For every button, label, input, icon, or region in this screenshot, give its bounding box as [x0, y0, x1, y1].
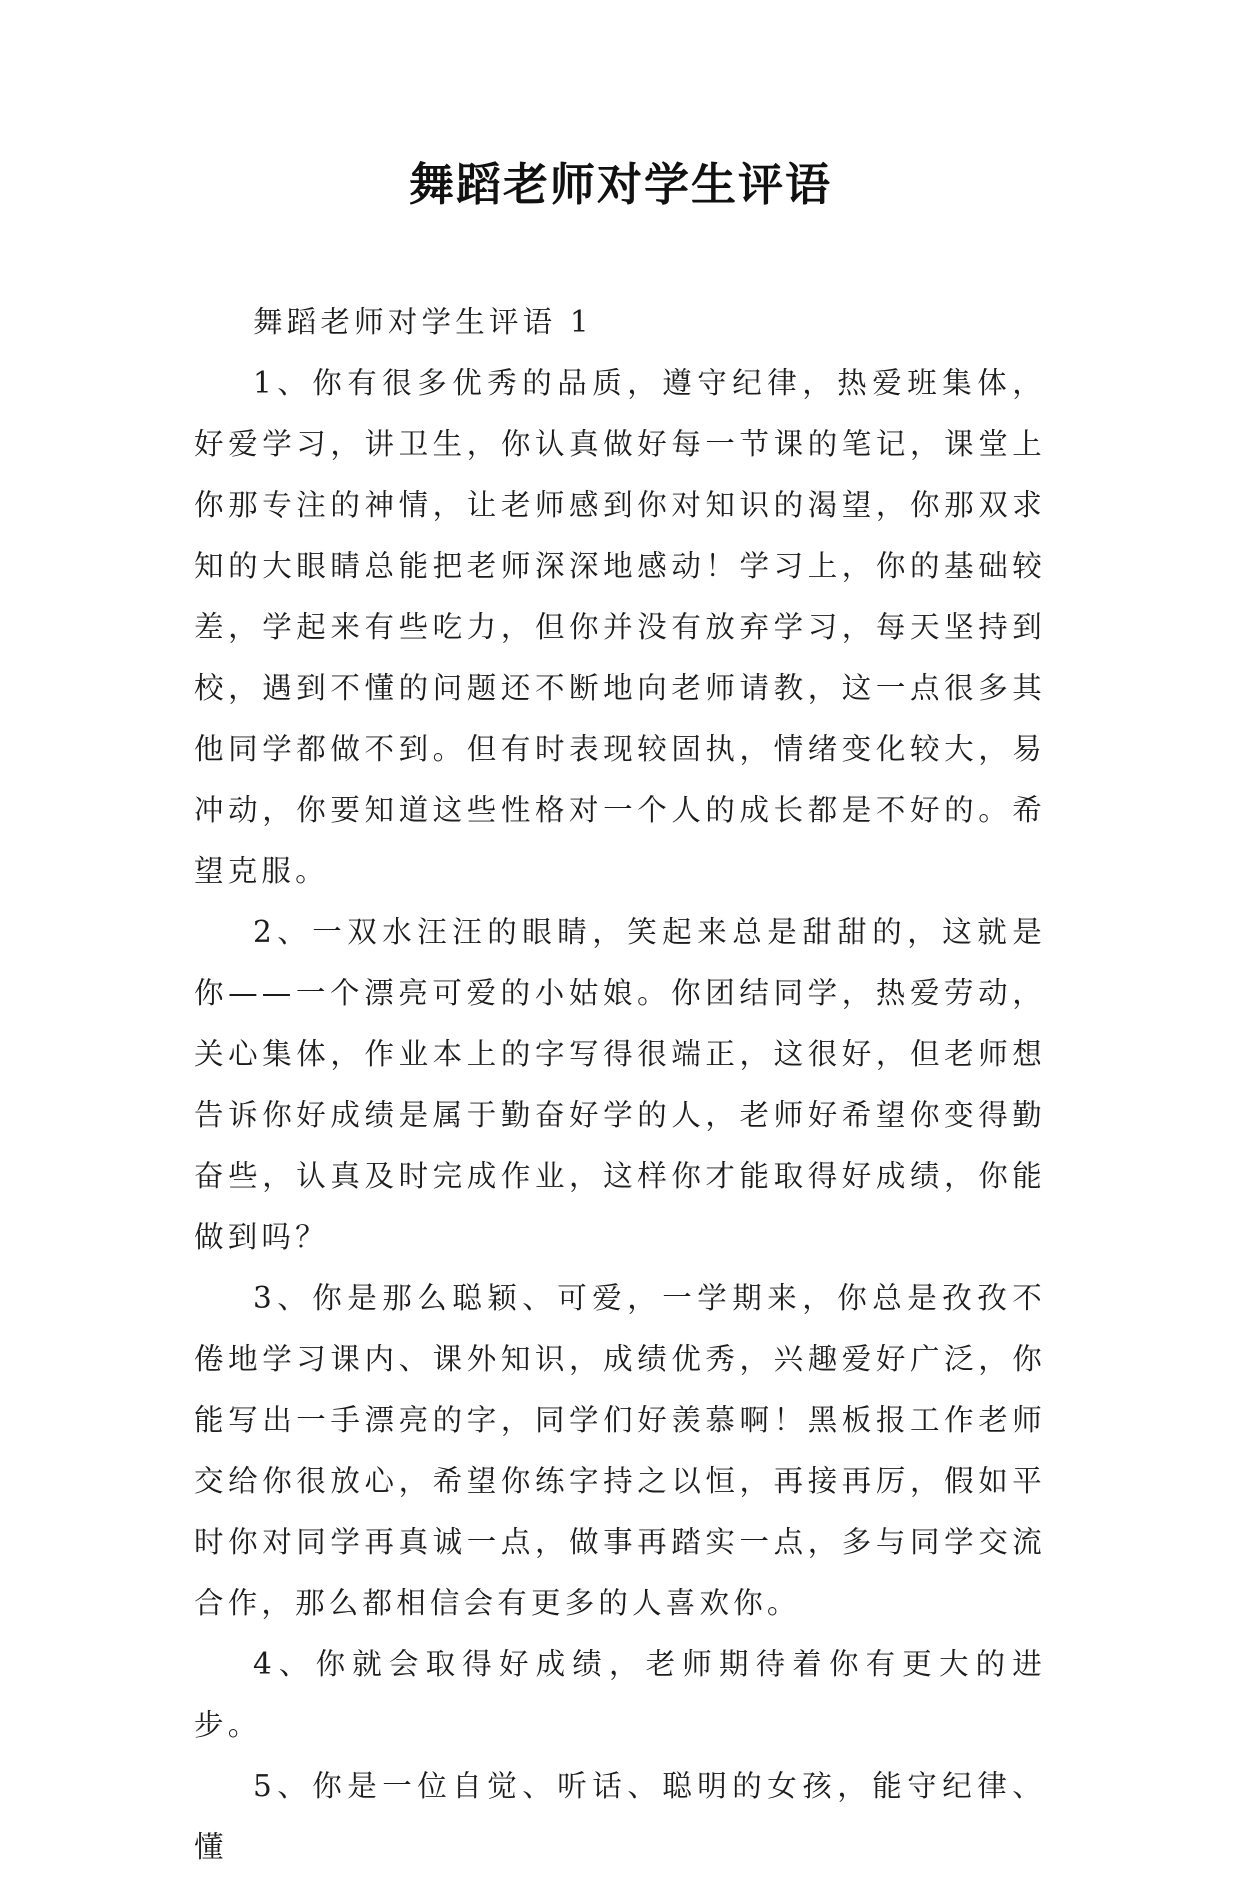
paragraph-1: 1、你有很多优秀的品质，遵守纪律，热爱班集体，好爱学习，讲卫生，你认真做好每一节课的笔记，课堂上你那专注的神情，让老师感到你对知识的渴望，你那双求知的大眼睛总能把老师深深地感动！学习上，你的基础较差，学起来有些吃力，但你并没有放弃学习，每天坚持到校，遇到不懂的问题还不断地向老师请教，这一点很多其他同学都做不到。但有时表现较固执，情绪变化较大，易冲动，你要知道这些性格对一个人的成长都是不好的。希望克服。 [194, 366, 1046, 888]
paragraph-4: 4、你就会取得好成绩，老师期待着你有更大的进步。 [194, 1647, 1046, 1742]
section-heading: 舞蹈老师对学生评语 1 [253, 305, 593, 339]
paragraph-5: 5、你是一位自觉、听话、聪明的女孩，能守纪律、懂 [194, 1769, 1046, 1864]
document-body [194, 292, 1046, 1878]
paragraph-2: 2、一双水汪汪的眼睛，笑起来总是甜甜的，这就是你——一个漂亮可爱的小姑娘。你团结同学，热爱劳动，关心集体，作业本上的字写得很端正，这很好，但老师想告诉你好成绩是属于勤奋好学的人，老师好希望你变得勤奋些，认真及时完成作业，这样你才能取得好成绩，你能做到吗？ [194, 915, 1046, 1254]
document-title: 舞蹈老师对学生评语 [408, 158, 832, 211]
paragraph-3: 3、你是那么聪颖、可爱，一学期来，你总是孜孜不倦地学习课内、课外知识，成绩优秀，兴趣爱好广泛，你能写出一手漂亮的字，同学们好羡慕啊！黑板报工作老师交给你很放心，希望你练字持之以恒，再接再厉，假如平时你对同学再真诚一点，做事再踏实一点，多与同学交流合作，那么都相信会有更多的人喜欢你。 [194, 1281, 1046, 1620]
